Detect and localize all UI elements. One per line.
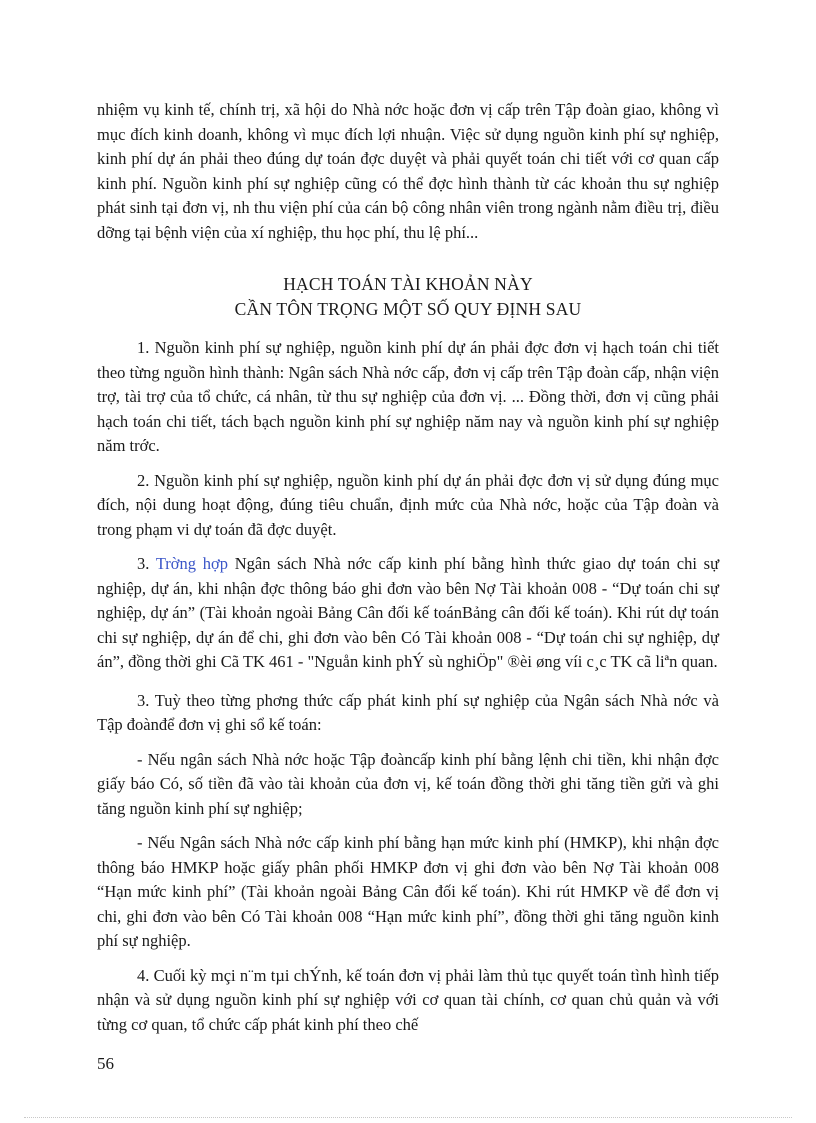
paragraph-1: 1. Nguồn kinh phí sự nghiệp, nguồn kinh phí dự án phải đợc đơn vị hạch toán chi tiết theo từng nguồn hình thành: Ngân sách Nhà nớc cấp, đơn vị cấp trên Tập đoàn cấp, nhận viện trợ, tài trợ của tổ chức, cá nhân, từ thu sự nghiệp của đơn vị. ... Đồng thời, đơn vị cũng phải hạch toán chi tiết, tách bạch nguồn kinh phí sự nghiệp năm nay và nguồn kinh phí sự nghiệp năm trớc.: [97, 338, 719, 455]
paragraph-4: 3. Tuỳ theo từng phơng thức cấp phát kinh phí sự nghiệp của Ngân sách Nhà nớc và Tập đoànđể đơn vị ghi sổ kế toán:: [97, 690, 719, 734]
paragraph-5: 4. Cuối kỳ mçi n¨m tµi chÝnh, kế toán đơn vị phải làm thủ tục quyết toán tình hình tiếp nhận và sử dụng nguồn kinh phí sự nghiệp với cơ quan tài chính, cơ quan chủ quản và với từng cơ quan, tổ chức cấp phát kinh phí theo chế: [97, 965, 719, 1034]
paragraph-3-link[interactable]: Trờng hợp: [155, 554, 228, 573]
paragraph-2: 2. Nguồn kinh phí sự nghiệp, nguồn kinh phí dự án phải đợc đơn vị sử dụng đúng mục đích, nội dung hoạt động, đúng tiêu chuẩn, định mức của Nhà nớc, hoặc của Tập đoàn và trong phạm vi dự toán đã đợc duyệt.: [97, 470, 719, 539]
bullet-2: - Nếu Ngân sách Nhà nớc cấp kinh phí bằng hạn mức kinh phí (HMKP), khi nhận đợc thông báo HMKP hoặc giấy phân phối HMKP đơn vị ghi đơn vào bên Nợ Tài khoản 008 “Hạn mức kinh phí” (Tài khoản ngoài Bảng Cân đối kế toán). Khi rút HMKP về để đơn vị chi, ghi đơn vào bên Có Tài khoản 008 “Hạn mức kinh phí”, đồng thời ghi tăng nguồn kinh phí sự nghiệp.: [97, 833, 719, 950]
bullet-1: - Nếu ngân sách Nhà nớc hoặc Tập đoàncấp kinh phí bằng lệnh chi tiền, khi nhận đợc giấy báo Có, số tiền đã vào tài khoản của đơn vị, kế toán đồng thời ghi tăng tiền gửi và ghi tăng nguồn kinh phí sự nghiệp;: [97, 749, 719, 818]
paragraph-3-prefix: 3.: [137, 554, 156, 573]
page-number: 56: [97, 1054, 114, 1073]
paragraph-3-text: Ngân sách Nhà nớc cấp kinh phí bằng hình thức giao dự toán chi sự nghiệp, dự án, khi nhận đợc thông báo ghi đơn vào bên Nợ Tài khoản 008 - “Dự toán chi sự nghiệp, dự án” (Tài khoản ngoài Bảng Cân đối kế toánBảng cân đối kế toán). Khi rút dự toán chi sự nghiệp, dự án để chi, ghi đơn vào bên Có Tài khoản 008 - “Dự toán chi sự nghiệp, dự án”, đồng thời ghi Cã TK 461 - "Nguån kinh phÝ sù nghiÖp" ®èi øng víi c¸c TK cã liªn quan.: [97, 554, 720, 671]
document-page: [97, 98, 719, 1037]
section-heading: [97, 272, 719, 322]
heading-line-1: HẠCH TOÁN TÀI KHOẢN NÀY: [283, 274, 533, 294]
intro-paragraph: nhiệm vụ kinh tế, chính trị, xã hội do Nhà nớc hoặc đơn vị cấp trên Tập đoàn giao, không vì mục đích kinh doanh, không vì mục đích lợi nhuận. Việc sử dụng nguồn kinh phí sự nghiệp, kinh phí dự án phải theo đúng dự toán đợc duyệt và phải quyết toán chi tiết với cơ quan cấp kinh phí. Nguồn kinh phí sự nghiệp cũng có thể đợc hình thành từ các khoản thu sự nghiệp phát sinh tại đơn vị, nh thu viện phí của cán bộ công nhân viên trong ngành nằm điều trị, điều dỡng tại bệnh viện của xí nghiệp, thu học phí, thu lệ phí...: [97, 100, 719, 242]
paragraph-3: [97, 552, 719, 675]
heading-line-2: CẦN TÔN TRỌNG MỘT SỐ QUY ĐỊNH SAU: [234, 299, 582, 319]
bottom-divider: [24, 1117, 792, 1118]
